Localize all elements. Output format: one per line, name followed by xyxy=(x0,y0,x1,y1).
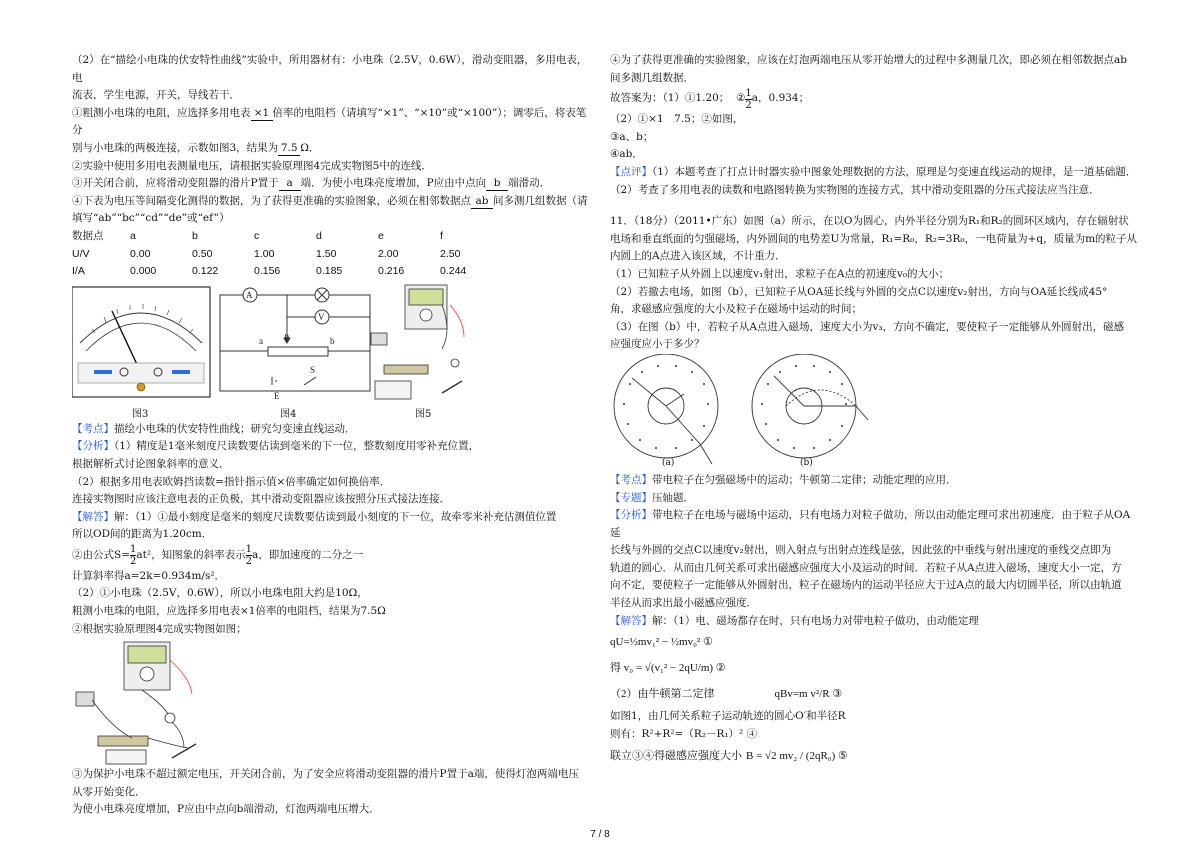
right-zhuanti: 【专题】压轴题． xyxy=(610,491,694,504)
left-jieda-5: （2）①小电珠（2.5V，0.6W），所以小电珠电阻大约是10Ω， xyxy=(72,587,368,600)
left-jieda-6: 粗测小电珠的电阻，应选择多用电表×1倍率的电阻档，结果为7.5Ω xyxy=(72,605,386,618)
table-row: U/V 0.00 0.50 1.00 1.50 2.00 2.50 xyxy=(72,247,461,260)
fig4-label: 图4 xyxy=(280,408,297,420)
q11-line-1: 11．（18分）（2011•广东）如图（a）所示，在以O为圆心，内外半径分别为R₁和R₂的圆环区域内，存在辐射状 xyxy=(610,215,1129,228)
right-line-1: ④为了获得更准确的实验图象，应该在灯泡两端电压从零开始增大的过程中多测量几次，即必须在相邻数据点ab xyxy=(610,54,1127,66)
answer-line: 故答案为：（1）①1.20； ② $\frac{1}{2}$ a，0.934； xyxy=(610,87,810,111)
answer-line-3: ③a、b； xyxy=(610,130,654,143)
fig3-label: 图3 xyxy=(132,408,149,420)
equipment-figure xyxy=(371,285,464,399)
left-fenxi-2: 根据解析式讨论图象斜率的意义． xyxy=(72,457,230,470)
q2-part4-cont: 填写“ab”“bc”“cd”“de”或“ef”） xyxy=(72,212,230,225)
right-fenxi-2: 长线与外圆的交点C以速度v₂射出，则入射点与出射点连线是弦，因此弦的中垂线与射出速度的垂线交点即为 xyxy=(610,544,1112,557)
right-column xyxy=(610,52,1140,769)
right-jieda-4: 则有：R²+R²=（R₂－R₁）² ④ xyxy=(610,727,758,740)
equation-3: qBv=m v²/R ③ xyxy=(774,688,843,701)
q11-line-7: （3）在图（b）中，若粒子从A点进入磁场，速度大小为v₃，方向不确定，要使粒子一定能够从外圆射出，磁感 xyxy=(610,320,1125,333)
left-fenxi: 【分析】（1）精度是1毫米刻度尺读数要估读到毫米的下一位，整数刻度用零补充位置， xyxy=(72,440,480,453)
svg-text:V: V xyxy=(318,311,325,322)
fig-b-label: (b) xyxy=(800,457,813,468)
svg-text:A: A xyxy=(246,289,253,300)
wiring-figure xyxy=(72,638,592,766)
answer-line-4: ④ab． xyxy=(610,148,643,161)
q2-intro-2: 流表，学生电源，开关，导线若干． xyxy=(72,89,240,102)
left-column xyxy=(72,52,592,819)
figures-row xyxy=(72,281,592,421)
left-jieda-10: 为使小电珠亮度增加，P应由中点向b端滑动，灯泡两端电压增大． xyxy=(72,803,380,816)
q11-line-4: （1）已知粒子从外圆上以速度v₁射出，求粒子在A点的初速度v₀的大小； xyxy=(610,267,950,280)
multimeter-dial-figure xyxy=(72,287,210,397)
fig5-label: 图5 xyxy=(415,408,432,420)
dianping-2: （2）考查了多用电表的读数和电路图转换为实物图的连接方式，其中滑动变阻器的分压式接法应当注意． xyxy=(610,183,1100,196)
svg-text:S: S xyxy=(310,364,316,375)
q11-line-8: 应强度应小于多少？ xyxy=(610,338,705,351)
right-jieda-3: 如图1，由几何关系粒子运动轨迹的圆心O′和半径R xyxy=(610,710,846,723)
q11-line-6: 角，求磁感应强度的大小及粒子在磁场中运动的时间； xyxy=(610,303,862,316)
svg-text:a: a xyxy=(259,335,263,346)
page-number: 7 / 8 xyxy=(590,829,610,840)
q2-part4: ④下表为电压等间隔变化测得的数据，为了获得更准确的实验图象，必须在相邻数据点 ab 间多测几组数据（请 xyxy=(72,194,588,207)
q2-intro: （2）在“描绘小电珠的伏安特性曲线”实验中，所用器材有：小电珠（2.5V，0.6W），滑动变阻器，多用电表，电 xyxy=(72,54,588,84)
figure-b xyxy=(752,354,868,458)
figure-a xyxy=(614,354,718,464)
fig-a-label: (a) xyxy=(662,457,675,468)
right-fenxi-5: 半径从而求出最小磁感应强度． xyxy=(610,597,757,610)
right-fenxi-4: 向不定，要使粒子一定能够从外圆射出，粒子在磁场内的运动半径应大于过A点的最大内切圆半径，所以由轨道 xyxy=(610,579,1122,592)
svg-text:b: b xyxy=(330,335,335,346)
equation-5-row: 联立③④得磁感应强度大小 B = √2 mv₂ / (2qR₀) ⑤ xyxy=(610,743,1140,769)
circuit-diagram-figure xyxy=(220,288,370,391)
left-jieda-4: 计算斜率得a=2k=0.934m/s²． xyxy=(72,569,226,582)
left-jieda-3: ②由公式S= $\frac{1}{2}$ at²，知图象的斜率表示 $\frac{1}{2}$ a，即加速度的二分之一 xyxy=(72,544,364,568)
left-jieda: 【解答】解：（1）①最小刻度是毫米的刻度尺读数要估读到最小刻度的下一位，故牵零米补充估测值位置 xyxy=(72,510,557,523)
right-kaodian: 【考点】带电粒子在匀强磁场中的运动；牛顿第二定律；动能定理的应用． xyxy=(610,473,957,486)
left-jieda-7: ②根据实验原理图4完成实物图如图； xyxy=(72,622,247,635)
q11-line-5: （2）若撤去电场，如图（b），已知粒子从OA延长线与外圆的交点C以速度v₂射出，方向与OA延长线成45° xyxy=(610,285,1108,298)
equation-5: B = √2 mv₂ / (2qR₀) ⑤ xyxy=(746,749,848,762)
left-jieda-2: 所以OD间的距离为1.20cm． xyxy=(72,528,213,541)
left-fenxi-4: 连接实物图时应该注意电表的正负极，其中滑动变阻器应该按照分压式接法连接． xyxy=(72,493,450,506)
svg-text:E: E xyxy=(274,390,280,401)
left-fenxi-3: （2）根据多用电表欧姆挡读数=指针指示值×倍率确定如何换倍率． xyxy=(72,475,391,488)
dianping: 【点评】（1）本题考查了打点计时器实验中图象处理数据的方法，原理是匀变速直线运动的规律，是一道基础题． xyxy=(610,165,1137,178)
q2-part1: ①粗测小电珠的电阻，应选择多用电表 ×1 倍率的电阻档（请填写“×1”、“×10”或“×100”）；调零后，将表笔分 xyxy=(72,106,587,137)
left-jieda-9: 从零开始变化． xyxy=(72,785,146,798)
right-jieda: 【解答】解：（1）电、磁场都存在时，只有电场力对带电粒子做功，由动能定理 xyxy=(610,614,979,627)
fraction-half: $\frac{1}{2}$ xyxy=(745,87,752,111)
fraction-half: $\frac{1}{2}$ xyxy=(130,544,137,568)
right-line-2: 间多测几组数据． xyxy=(610,71,694,84)
answer-line-2: （2）①×1 7.5；②如图， xyxy=(610,113,744,126)
equation-3-row: （2）由牛顿第二定律 qBv=m v²/R ③ xyxy=(610,682,1140,708)
svg-text:P: P xyxy=(284,332,290,343)
fraction-half: $\frac{1}{2}$ xyxy=(245,544,252,568)
left-jieda-8: ③为保护小电珠不超过额定电压，开关闭合前，为了安全应将滑动变阻器的滑片P置于a端，使得灯泡两端电压 xyxy=(72,768,579,781)
data-table xyxy=(72,228,502,281)
q2-part3: ③开关闭合前，应将滑动变阻器的滑片P置于 a 端．为使小电珠亮度增加，P应由中点向 b 端滑动． xyxy=(72,177,551,190)
q2-part2: ②实验中使用多用电表测量电压，请根据实验原理图4完成实物图5中的连线． xyxy=(72,159,432,172)
right-fenxi: 【分析】带电粒子在电场与磁场中运动，只有电场力对粒子做功，所以由动能定理可求出初速度．由于粒子从OA延 xyxy=(610,509,1131,539)
right-fenxi-3: 轨道的圆心．从而由几何关系可求出磁感应强度大小及运动的时间．若粒子从A点进入磁场，速度大小一定，方 xyxy=(610,561,1122,574)
magnetic-field-figures xyxy=(610,354,1140,472)
table-row: I/A 0.000 0.122 0.156 0.185 0.216 0.244 xyxy=(72,265,467,278)
q2-part1-cont: 别与小电珠的两极连接，示数如图3，结果为 7.5 Ω． xyxy=(72,141,320,154)
equation-1: qU=½mv₁² − ½mv₀² ① xyxy=(610,636,713,649)
figures-svg xyxy=(72,281,592,421)
q11-line-2: 电场和垂直纸面的匀强磁场，内外圆间的电势差U为常量，R₁=R₀，R₂=3R₀，一电荷量为+q，质量为m的粒子从 xyxy=(610,232,1138,245)
q11-line-3: 内圆上的A点进入该区域，不计重力． xyxy=(610,250,786,263)
left-kaodian: 【考点】描绘小电珠的伏安特性曲线；研究匀变速直线运动． xyxy=(72,422,356,435)
table-row: 数据点 a b c d e f xyxy=(72,229,443,242)
equation-2: 得 v₀ = √(v₁² − 2qU/m) ② xyxy=(610,662,726,675)
